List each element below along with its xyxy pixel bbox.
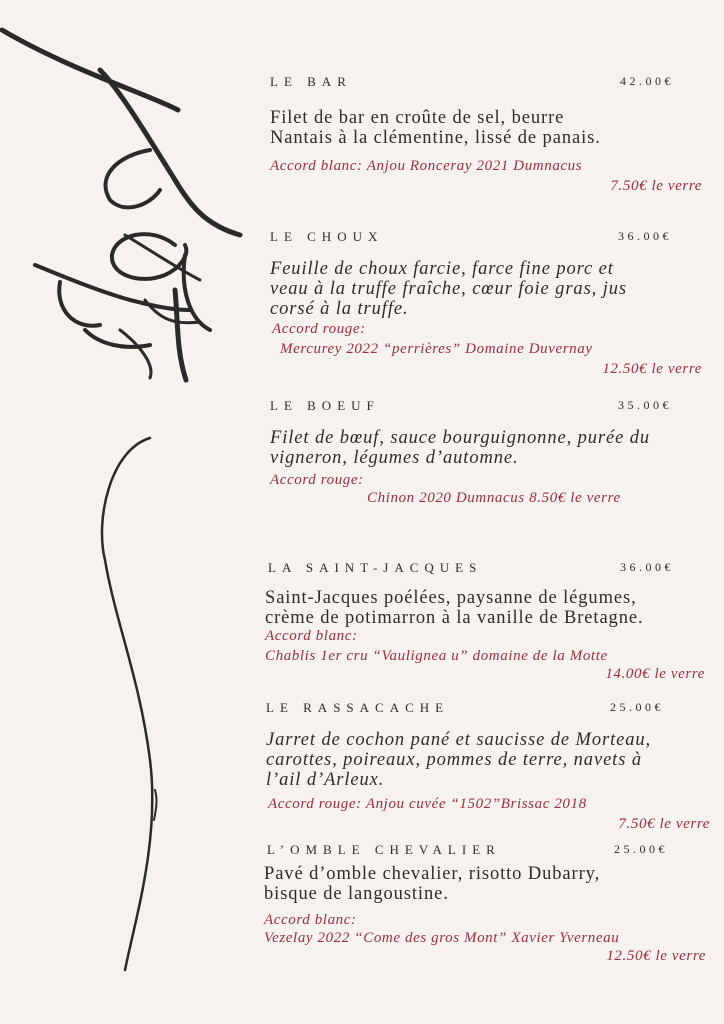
dish-name: L’OMBLE CHEVALIER bbox=[267, 842, 501, 857]
wine-pairing: Chinon 2020 Dumnacus 8.50€ le verre bbox=[367, 490, 621, 506]
dish-price: 36.00€ bbox=[618, 229, 672, 243]
dish-description-line: Nantais à la clémentine, lissé de panais. bbox=[270, 128, 601, 148]
dish-description-line: Saint-Jacques poélées, paysanne de légumes, bbox=[265, 588, 637, 608]
dish-description-line: Filet de bœuf, sauce bourguignonne, purée du bbox=[270, 428, 651, 448]
dish-price: 25.00€ bbox=[610, 700, 664, 714]
menu-item-le-choux bbox=[270, 229, 710, 379]
dish-name: LE CHOUX bbox=[270, 229, 384, 244]
dish-name: LA SAINT-JACQUES bbox=[268, 560, 483, 575]
dish-price: 35.00€ bbox=[618, 398, 672, 412]
wine-pairing: Mercurey 2022 “perrières” Domaine Duvernay bbox=[280, 341, 593, 357]
dish-description-line: l’ail d’Arleux. bbox=[266, 770, 385, 790]
dish-description-line: Feuille de choux farcie, farce fine porc et bbox=[270, 259, 614, 279]
dish-name: LE BAR bbox=[270, 74, 352, 89]
dish-price: 42.00€ bbox=[620, 74, 674, 88]
glass-price: 14.00€ le verre bbox=[605, 666, 705, 682]
wine-pairing: Chablis 1er cru “Vaulignea u” domaine de la Motte bbox=[265, 648, 608, 664]
dish-price: 36.00€ bbox=[620, 560, 674, 574]
dish-description-line: Jarret de cochon pané et saucisse de Morteau, bbox=[266, 730, 652, 750]
dish-description-line: bisque de langoustine. bbox=[264, 884, 449, 904]
menu-item-l-omble-chevalier bbox=[264, 842, 716, 972]
menu-item-la-saint-jacques bbox=[265, 560, 715, 690]
menu-item-le-boeuf bbox=[270, 398, 710, 518]
glass-price: 12.50€ le verre bbox=[606, 948, 706, 964]
dish-description-line: carottes, poireaux, pommes de terre, navets à bbox=[266, 750, 642, 770]
glass-price: 12.50€ le verre bbox=[602, 361, 702, 377]
dish-description-line: Filet de bar en croûte de sel, beurre bbox=[270, 108, 565, 128]
wine-pairing: Accord blanc: Anjou Ronceray 2021 Dumnacus bbox=[270, 158, 583, 174]
wine-pairing: Vezelay 2022 “Come des gros Mont” Xavier Yverneau bbox=[264, 930, 620, 946]
wine-pairing: Accord rouge: bbox=[272, 321, 366, 337]
glass-price: 7.50€ le verre bbox=[618, 816, 710, 832]
glass-price: 7.50€ le verre bbox=[610, 178, 702, 194]
menu-item-le-rassacache bbox=[266, 700, 716, 840]
dish-description-line: vigneron, légumes d’automne. bbox=[270, 448, 519, 468]
dish-description-line: veau à la truffe fraîche, cœur foie gras, jus bbox=[270, 279, 628, 299]
dish-name: LE RASSACACHE bbox=[266, 700, 450, 715]
dish-description-line: corsé à la truffe. bbox=[270, 299, 409, 319]
wine-pairing: Accord rouge: Anjou cuvée “1502”Brissac 2018 bbox=[268, 796, 587, 812]
wine-pairing: Accord rouge: bbox=[270, 472, 364, 488]
dish-name: LE BOEUF bbox=[270, 398, 380, 413]
wine-pairing: Accord blanc: bbox=[265, 628, 358, 644]
dish-price: 25.00€ bbox=[614, 842, 668, 856]
dish-description-line: Pavé d’omble chevalier, risotto Dubarry, bbox=[264, 864, 601, 884]
wine-pairing: Accord blanc: bbox=[264, 912, 357, 928]
menu-item-le-bar bbox=[270, 74, 710, 194]
dish-description-line: crème de potimarron à la vanille de Bretagne. bbox=[265, 608, 644, 628]
